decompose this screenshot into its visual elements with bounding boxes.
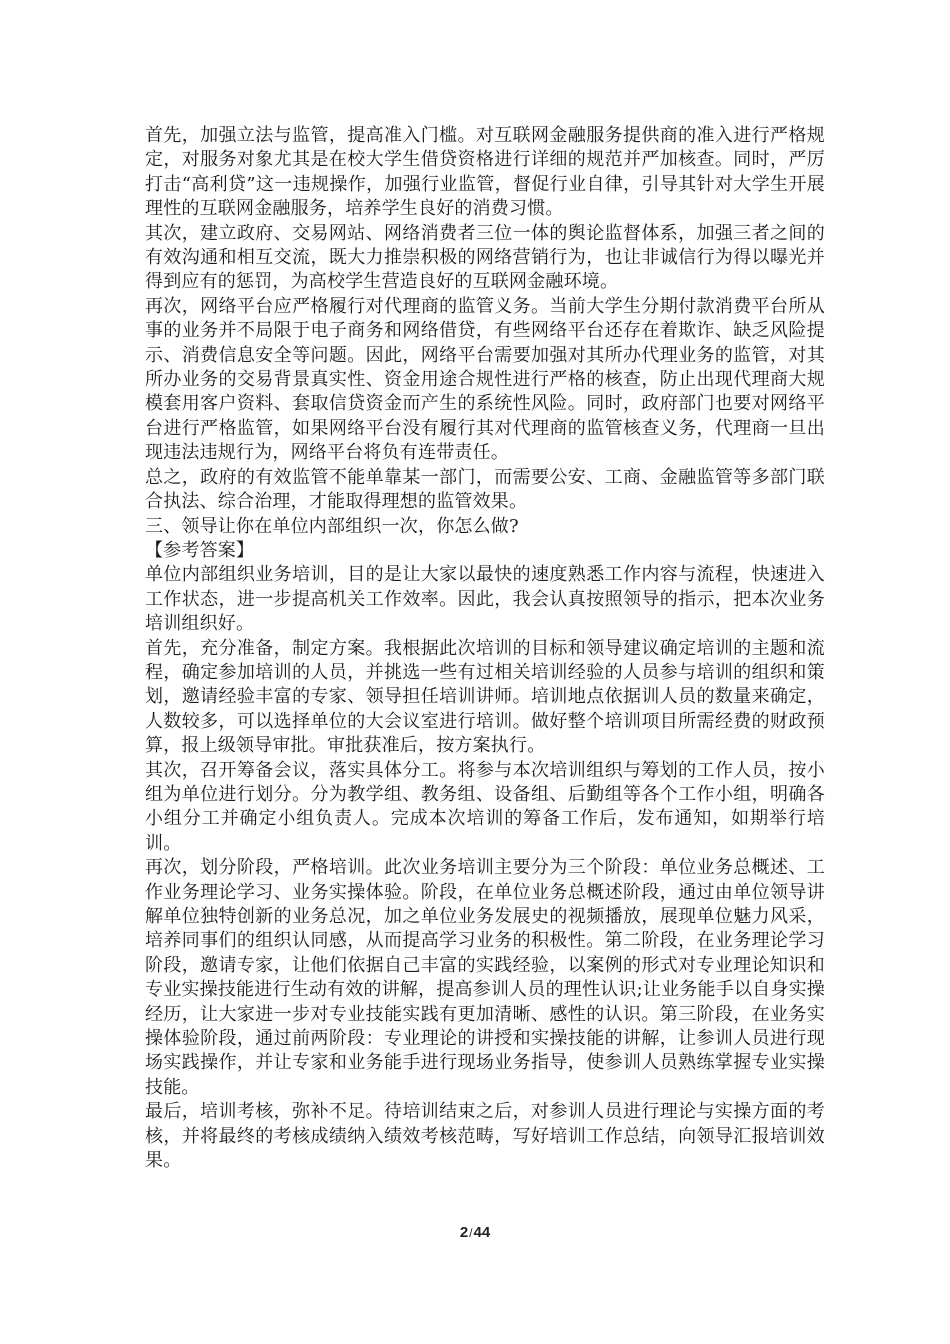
paragraph-preparation: 首先，充分准备，制定方案。我根据此次培训的目标和领导建议确定培训的主题和流程，确定参加培训的人员，并挑选一些有过相关培训经验的人员参与培训的组织和策划，邀请经验丰富的专家、领导担任培训讲师。培训地点依据训人员的数量来确定，人数较多，可以选择单位的大会议室进行培训。做好整个培训项目所需经费的财政预算，报上级领导审批。审批获准后，按方案执行。	[145, 637, 825, 757]
paragraph-training-intro: 单位内部组织业务培训，目的是让大家以最快的速度熟悉工作内容与流程，快速进入工作状态，进一步提高机关工作效率。因此，我会认真按照领导的指示，把本次业务培训组织好。	[145, 564, 825, 635]
paragraph-public-opinion-supervision: 其次，建立政府、交易网站、网络消费者三位一体的舆论监督体系，加强三者之间的有效沟通和相互交流，既大力推崇积极的网络营销行为，也让非诚信行为得以曝光并得到应有的惩罚，为高校学生营造良好的互联网金融环境。	[145, 222, 825, 293]
page-number-separator: /	[469, 1226, 473, 1240]
total-pages-number: 44	[473, 1224, 491, 1241]
page-number	[0, 1224, 950, 1241]
document-body	[145, 124, 825, 1173]
paragraph-preparatory-meeting: 其次，召开筹备会议，落实具体分工。将参与本次培训组织与筹划的工作人员，按小组为单位进行划分。分为教学组、教务组、设备组、后勤组等各个工作小组，明确各小组分工并确定小组负责人。完成本次培训的筹备工作后，发布通知，如期举行培训。	[145, 759, 825, 854]
current-page-number: 2	[459, 1224, 469, 1241]
reference-answer-label: 【参考答案】	[145, 539, 255, 561]
paragraph-strengthen-legislation: 首先，加强立法与监管，提高准入门槛。对互联网金融服务提供商的准入进行严格规定，对服务对象尤其是在校大学生借贷资格进行详细的规范并严加核查。同时，严厉打击“高利贷”这一违规操作，加强行业监管，督促行业自律，引导其针对大学生开展理性的互联网金融服务，培养学生良好的消费习惯。	[145, 125, 825, 220]
question-heading: 三、领导让你在单位内部组织一次，你怎么做?	[145, 515, 519, 537]
paragraph-conclusion: 总之，政府的有效监管不能单靠某一部门，而需要公安、工商、金融监管等多部门联合执法、综合治理，才能取得理想的监管效果。	[145, 466, 825, 513]
paragraph-platform-agent-supervision: 再次，网络平台应严格履行对代理商的监管义务。当前大学生分期付款消费平台所从事的业务并不局限于电子商务和网络借贷，有些网络平台还存在着欺诈、缺乏风险提示、消费信息安全等问题。因此，网络平台需要加强对其所办代理业务的监管，对其所办业务的交易背景真实性、资金用途合规性进行严格的核查，防止出现代理商大规模套用客户资料、套取信贷资金而产生的系统性风险。同时，政府部门也要对网络平台进行严格监管，如果网络平台没有履行其对代理商的监管核查义务，代理商一旦出现违法违规行为，网络平台将负有连带责任。	[145, 295, 825, 464]
paragraph-training-stages: 再次，划分阶段，严格培训。此次业务培训主要分为三个阶段：单位业务总概述、工作业务理论学习、业务实操体验。阶段，在单位业务总概述阶段，通过由单位领导讲解单位独特创新的业务总况，加之单位业务发展史的视频播放，展现单位魅力风采，培养同事们的组织认同感，从而提高学习业务的积极性。第二阶段，在业务理论学习阶段，邀请专家，让他们依据自己丰富的实践经验，以案例的形式对专业理论知识和专业实操技能进行生动有效的讲解，提高参训人员的理性认识;让业务能手以自身实操经历，让大家进一步对专业技能实践有更加清晰、感性的认识。第三阶段，在业务实操体验阶段，通过前两阶段：专业理论的讲授和实操技能的讲解，让参训人员进行现场实践操作，并让专家和业务能手进行现场业务指导，使参训人员熟练掌握专业实操技能。	[145, 857, 825, 1098]
paragraph-assessment: 最后，培训考核，弥补不足。待培训结束之后，对参训人员进行理论与实操方面的考核，并将最终的考核成绩纳入绩效考核范畴，写好培训工作总结，向领导汇报培训效果。	[145, 1101, 825, 1172]
